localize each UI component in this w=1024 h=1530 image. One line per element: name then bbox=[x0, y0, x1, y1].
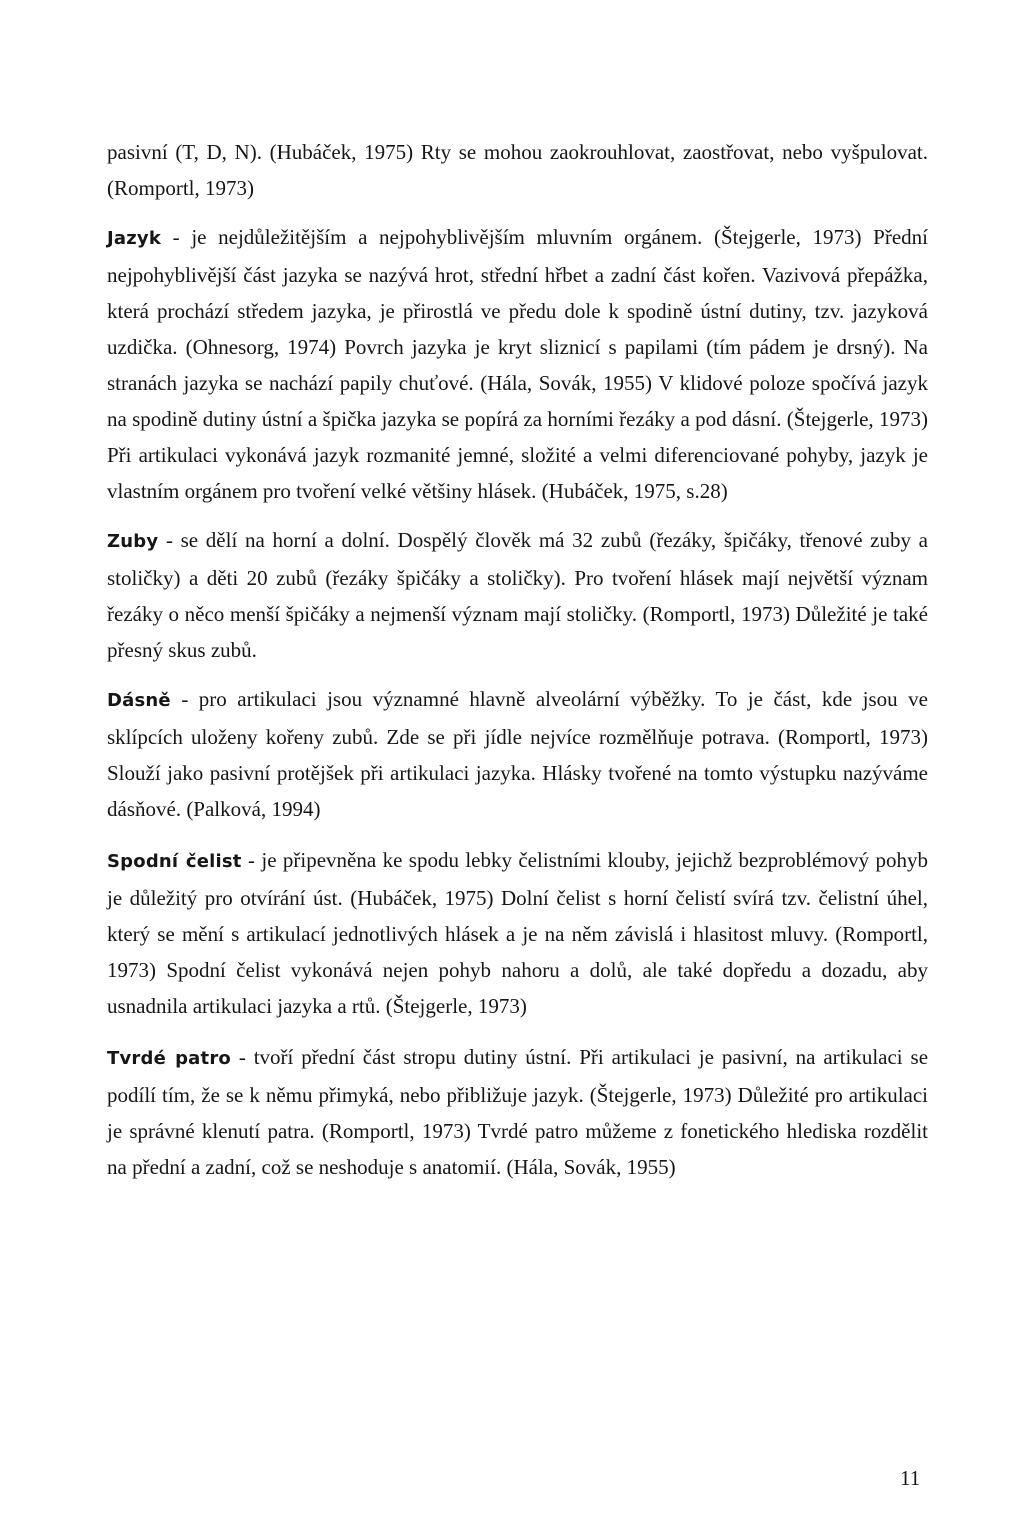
paragraph-dasne-text: - pro artikulaci jsou významné hlavně alveolární výběžky. To je část, kde jsou ve sklípcích uloženy kořeny zubů. Zde se při jídle nejvíce rozmělňuje potrava. (Romportl, 1973) Slouží jako pasivní protějšek při artikulaci jazyka. Hlásky tvořené na tomto výstupku nazýváme dásňové. (Palková, 1994) bbox=[107, 687, 928, 821]
paragraph-zuby-text: - se dělí na horní a dolní. Dospělý člověk má 32 zubů (řezáky, špičáky, třenové zuby a stoličky) a děti 20 zubů (řezáky špičáky a stoličky). Pro tvoření hlásek mají největší význam řezáky o něco menší špičáky a nejmenší význam mají stoličky. (Romportl, 1973) Důležité je také přesný skus zubů. bbox=[107, 528, 928, 662]
paragraph-spodni-celist bbox=[107, 842, 928, 1024]
paragraph-zuby bbox=[107, 522, 928, 668]
paragraph-jazyk-text: - je nejdůležitějším a nejpohyblivějším mluvním orgánem. (Štejgerle, 1973) Přední nejpohyblivější část jazyka se nazývá hrot, střední hřbet a zadní část kořen. Vazivová přepážka, která prochází středem jazyka, je přirostlá ve předu dole k spodině ústní dutiny, tzv. jazyková uzdička. (Ohnesorg, 1974) Povrch jazyka je kryt sliznicí s papilami (tím pádem je drsný). Na stranách jazyka se nachází papily chuťové. (Hála, Sovák, 1955) V klidové poloze spočívá jazyk na spodině dutiny ústní a špička jazyka se popírá za horními řezáky a pod dásní. (Štejgerle, 1973) Při artikulaci vykonává jazyk rozmanité jemné, složité a velmi diferenciované pohyby, jazyk je vlastním orgánem pro tvoření velké většiny hlásek. (Hubáček, 1975, s.28) bbox=[107, 225, 928, 503]
paragraph-tvrde-patro bbox=[107, 1039, 928, 1185]
page-number: 11 bbox=[900, 1466, 921, 1490]
term-spodni-celist: Spodní čelist bbox=[107, 851, 242, 872]
paragraph-dasne bbox=[107, 681, 928, 827]
term-zuby: Zuby bbox=[107, 531, 159, 552]
paragraph-jazyk bbox=[107, 219, 928, 509]
intro-paragraph: pasivní (T, D, N). (Hubáček, 1975) Rty se mohou zaokrouhlovat, zaostřovat, nebo vyšpulovat. (Romportl, 1973) bbox=[107, 140, 928, 200]
paragraph-tvrde-patro-text: - tvoří přední část stropu dutiny ústní. Při artikulaci je pasivní, na artikulaci se podílí tím, že se k němu přimyká, nebo přibližuje jazyk. (Štejgerle, 1973) Důležité pro artikulaci je správné klenutí patra. (Romportl, 1973) Tvrdé patro můžeme z fonetického hlediska rozdělit na přední a zadní, což se neshoduje s anatomií. (Hála, Sovák, 1955) bbox=[107, 1045, 929, 1179]
document-page bbox=[107, 134, 928, 1185]
paragraph-spodni-celist-text: - je připevněna ke spodu lebky čelistními klouby, jejichž bezproblémový pohyb je důležitý pro otvírání úst. (Hubáček, 1975) Dolní čelist s horní čelistí svírá tzv. čelistní úhel, který se mění s artikulací jednotlivých hlásek a je na něm závislá i hlasitost mluvy. (Romportl, 1973) Spodní čelist vykonává nejen pohyb nahoru a dolů, ale také dopředu a dozadu, aby usnadnila artikulaci jazyka a rtů. (Štejgerle, 1973) bbox=[107, 848, 928, 1018]
term-dasne: Dásně bbox=[107, 690, 171, 711]
term-tvrde-patro: Tvrdé patro bbox=[107, 1048, 231, 1069]
term-jazyk: Jazyk bbox=[107, 228, 162, 249]
